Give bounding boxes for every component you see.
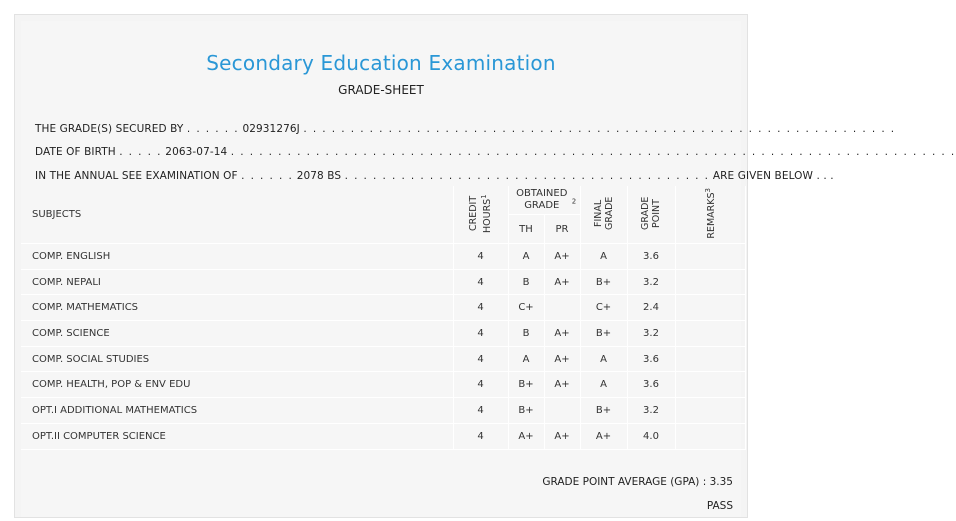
grade-point-cell: 4.0 (627, 423, 675, 449)
header-credit-hours: CREDIT HOURS$^1$ (453, 186, 508, 244)
final-grade-cell: B+ (580, 269, 627, 295)
remarks-cell (675, 346, 745, 372)
remarks-cell (675, 398, 745, 424)
grade-point-cell: 3.2 (627, 398, 675, 424)
grade-point-cell: 3.6 (627, 372, 675, 398)
final-grade-cell: B+ (580, 321, 627, 347)
remarks-cell (675, 295, 745, 321)
table-row (21, 346, 745, 372)
dot-leader: . . . . . (119, 146, 162, 158)
th-cell: A (508, 346, 544, 372)
subject-cell: COMP. SOCIAL STUDIES (21, 346, 453, 372)
pr-cell: A+ (544, 269, 580, 295)
credit-cell: 4 (453, 295, 508, 321)
gpa-summary (542, 476, 733, 488)
table-row (21, 269, 745, 295)
pr-cell: A+ (544, 244, 580, 270)
result-status: PASS (706, 500, 733, 512)
grades-table (21, 186, 746, 450)
th-cell: B+ (508, 398, 544, 424)
table-row (21, 423, 745, 449)
header-final-grade: FINAL GRADE (580, 186, 627, 244)
subject-cell: COMP. MATHEMATICS (21, 295, 453, 321)
dot-leader: . . . . . . . . . . . . . . . . . . . . . . . . . . . . . . . . . . . . . . . (344, 170, 710, 182)
credit-cell: 4 (453, 321, 508, 347)
credit-cell: 4 (453, 346, 508, 372)
dot-leader: . . . . . . (241, 170, 294, 182)
subject-cell: OPT.I ADDITIONAL MATHEMATICS (21, 398, 453, 424)
pr-cell (544, 295, 580, 321)
exam-label: IN THE ANNUAL SEE EXAMINATION OF (35, 170, 238, 182)
table-row (21, 295, 745, 321)
grade-point-cell: 3.6 (627, 346, 675, 372)
remarks-cell (675, 244, 745, 270)
credit-cell: 4 (453, 372, 508, 398)
pr-cell: A+ (544, 346, 580, 372)
secured-by-line (35, 123, 896, 135)
dot-leader: . . . . . . (186, 123, 239, 135)
subject-cell: COMP. ENGLISH (21, 244, 453, 270)
credit-cell: 4 (453, 423, 508, 449)
table-row (21, 372, 745, 398)
subject-cell: COMP. NEPALI (21, 269, 453, 295)
subject-cell: OPT.II COMPUTER SCIENCE (21, 423, 453, 449)
remarks-cell (675, 372, 745, 398)
grade-point-cell: 3.2 (627, 321, 675, 347)
table-row (21, 398, 745, 424)
header-obtained-grade: OBTAINED GRADE $^2$ (508, 186, 580, 215)
dob-label: DATE OF BIRTH (35, 146, 116, 158)
th-cell: B+ (508, 372, 544, 398)
header-grade-point: GRADE POINT (627, 186, 675, 244)
dot-leader: . . . . . . . . . . . . . . . . . . . . . . . . . . . . . . . . . . . . . . . . . . . . . . . . . . . . . . . . . . . . . . . (303, 123, 896, 135)
final-grade-cell: A (580, 346, 627, 372)
header-subjects: SUBJECTS (21, 186, 453, 244)
credit-cell: 4 (453, 269, 508, 295)
page-subtitle: GRADE-SHEET (338, 83, 424, 97)
grade-point-cell: 3.2 (627, 269, 675, 295)
grade-sheet-body (21, 21, 956, 517)
gpa-label: GRADE POINT AVERAGE (GPA) : (542, 476, 707, 488)
final-grade-cell: B+ (580, 398, 627, 424)
header-remarks: REMARKS$^3$ (675, 186, 745, 244)
th-cell: A+ (508, 423, 544, 449)
final-grade-cell: A (580, 244, 627, 270)
exam-value: 2078 BS (296, 170, 342, 182)
remarks-cell (675, 269, 745, 295)
remarks-cell (675, 321, 745, 347)
pr-cell: A+ (544, 372, 580, 398)
pr-cell (544, 398, 580, 424)
pr-cell: A+ (544, 423, 580, 449)
subject-cell: COMP. SCIENCE (21, 321, 453, 347)
secured-by-label: THE GRADE(S) SECURED BY (35, 123, 184, 135)
exam-line (35, 170, 834, 182)
dot-leader: . . . . . . . . . . . . . . . . . . . . . . . . . . . . . . . . . . . . . . . . . . . . . . . . . . . . . . . . . . . . . . . . . . . . . . . . . . . . . (230, 146, 956, 158)
th-cell: B (508, 269, 544, 295)
credit-cell: 4 (453, 244, 508, 270)
secured-by-value: 02931276J (242, 123, 300, 135)
th-cell: C+ (508, 295, 544, 321)
dob-line (35, 146, 956, 158)
header-pr: PR (544, 215, 580, 244)
header-th: TH (508, 215, 544, 244)
gpa-value: 3.35 (709, 476, 733, 488)
th-cell: B (508, 321, 544, 347)
final-grade-cell: A (580, 372, 627, 398)
dob-value: 2063-07-14 (165, 146, 228, 158)
pr-cell: A+ (544, 321, 580, 347)
credit-cell: 4 (453, 398, 508, 424)
remarks-cell (675, 423, 745, 449)
exam-suffix: ARE GIVEN BELOW . . . (712, 170, 834, 182)
th-cell: A (508, 244, 544, 270)
grade-point-cell: 2.4 (627, 295, 675, 321)
grade-point-cell: 3.6 (627, 244, 675, 270)
grade-sheet (14, 14, 956, 518)
subject-cell: COMP. HEALTH, POP & ENV EDU (21, 372, 453, 398)
page-title: Secondary Education Examination (206, 51, 556, 75)
table-row (21, 244, 745, 270)
table-row (21, 321, 745, 347)
final-grade-cell: A+ (580, 423, 627, 449)
final-grade-cell: C+ (580, 295, 627, 321)
